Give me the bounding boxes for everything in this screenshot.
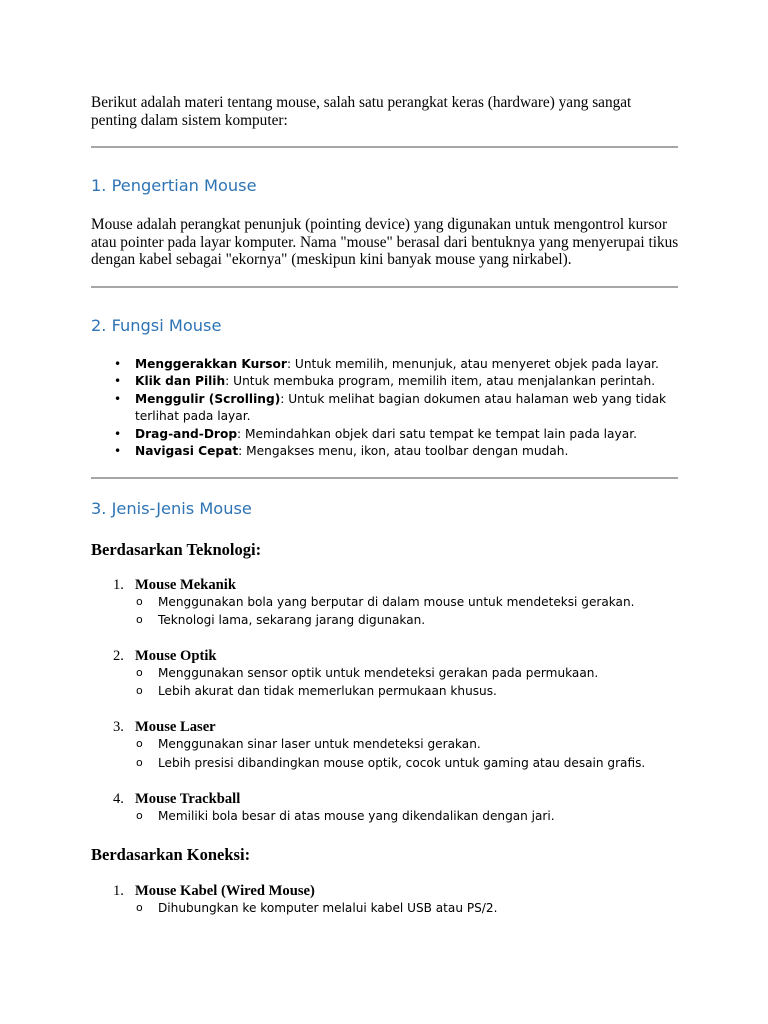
list-item — [114, 373, 678, 390]
bullet-term: Menggerakkan Kursor — [135, 357, 287, 371]
sub-list-item: o Teknologi lama, sekarang jarang digunakan. — [136, 613, 426, 627]
sub-list-item: o Memiliki bola besar di atas mouse yang dikendalikan dengan jari. — [136, 809, 555, 823]
bullet-icon: • — [114, 444, 122, 459]
bullet-term: Navigasi Cepat — [135, 444, 239, 459]
intro-paragraph: Berikut adalah materi tentang mouse, salah satu perangkat keras (hardware) yang sangat penting dalam sistem komputer: — [91, 94, 632, 129]
pengertian-paragraph: Mouse adalah perangkat penunjuk (pointing device) yang digunakan untuk mengontrol kursor atau pointer pada layar komputer. Nama "mouse" berasal dari bentuknya yang menyerupai tikus dengan kabel sebagai "ekornya" (meskipun kini banyak mouse yang nirkabel). — [91, 216, 679, 268]
section-heading-jenis: 3. Jenis-Jenis Mouse — [91, 499, 252, 518]
bullet-term: Menggulir (Scrolling) — [135, 391, 281, 406]
list-item — [114, 356, 678, 373]
bullet-text: : Untuk melihat bagian dokumen atau halaman web yang tidak terlihat pada layar. — [135, 391, 667, 424]
numbered-item-mekanik: 1. Mouse Mekanik — [113, 577, 236, 593]
divider — [91, 477, 678, 479]
fungsi-bullet-list — [114, 356, 678, 460]
bullet-icon: • — [114, 374, 122, 389]
sub-bullet-icon: o — [136, 901, 143, 914]
sub-list-item: o Menggunakan bola yang berputar di dalam mouse untuk mendeteksi gerakan. — [136, 595, 635, 609]
sub-list-item: o Dihubungkan ke komputer melalui kabel USB atau PS/2. — [136, 901, 498, 915]
sub-bullet-icon: o — [136, 756, 143, 769]
numbered-item-optik: 2. Mouse Optik — [113, 648, 217, 664]
sub-list-item: o Lebih akurat dan tidak memerlukan permukaan khusus. — [136, 684, 497, 698]
subheading-teknologi: Berdasarkan Teknologi: — [91, 540, 262, 559]
sub-bullet-icon: o — [136, 684, 143, 697]
bullet-text: : Mengakses menu, ikon, atau toolbar dengan mudah. — [238, 444, 569, 459]
list-item — [114, 391, 678, 426]
numbered-item-laser: 3. Mouse Laser — [113, 719, 216, 735]
sub-bullet-icon: o — [136, 666, 143, 679]
divider — [91, 286, 678, 288]
section-heading-pengertian: 1. Pengertian Mouse — [91, 176, 257, 195]
numbered-item-kabel: 1. Mouse Kabel (Wired Mouse) — [113, 883, 315, 899]
sub-bullet-icon: o — [136, 809, 143, 822]
bullet-text: : Untuk membuka program, memilih item, atau menjalankan perintah. — [225, 374, 656, 389]
bullet-text: : Untuk memilih, menunjuk, atau menyeret objek pada layar. — [286, 357, 659, 371]
bullet-term: Klik dan Pilih — [135, 374, 226, 389]
numbered-item-trackball: 4. Mouse Trackball — [113, 791, 241, 807]
bullet-term: Drag-and-Drop — [135, 426, 238, 441]
sub-list-item: o Menggunakan sinar laser untuk mendeteksi gerakan. — [136, 737, 481, 751]
sub-bullet-icon: o — [136, 613, 143, 626]
list-item — [114, 443, 678, 460]
bullet-icon: • — [114, 426, 122, 441]
bullet-icon: • — [114, 357, 122, 371]
sub-list-item: o Lebih presisi dibandingkan mouse optik, cocok untuk gaming atau desain grafis. — [136, 756, 646, 770]
subheading-koneksi: Berdasarkan Koneksi: — [91, 845, 251, 864]
sub-bullet-icon: o — [136, 737, 143, 750]
sub-bullet-icon: o — [136, 595, 143, 608]
sub-list-item: o Menggunakan sensor optik untuk mendeteksi gerakan pada permukaan. — [136, 666, 599, 680]
divider — [91, 146, 678, 148]
bullet-icon: • — [114, 391, 122, 406]
bullet-text: : Memindahkan objek dari satu tempat ke tempat lain pada layar. — [237, 426, 637, 441]
section-heading-fungsi: 2. Fungsi Mouse — [91, 316, 222, 335]
list-item — [114, 426, 678, 443]
